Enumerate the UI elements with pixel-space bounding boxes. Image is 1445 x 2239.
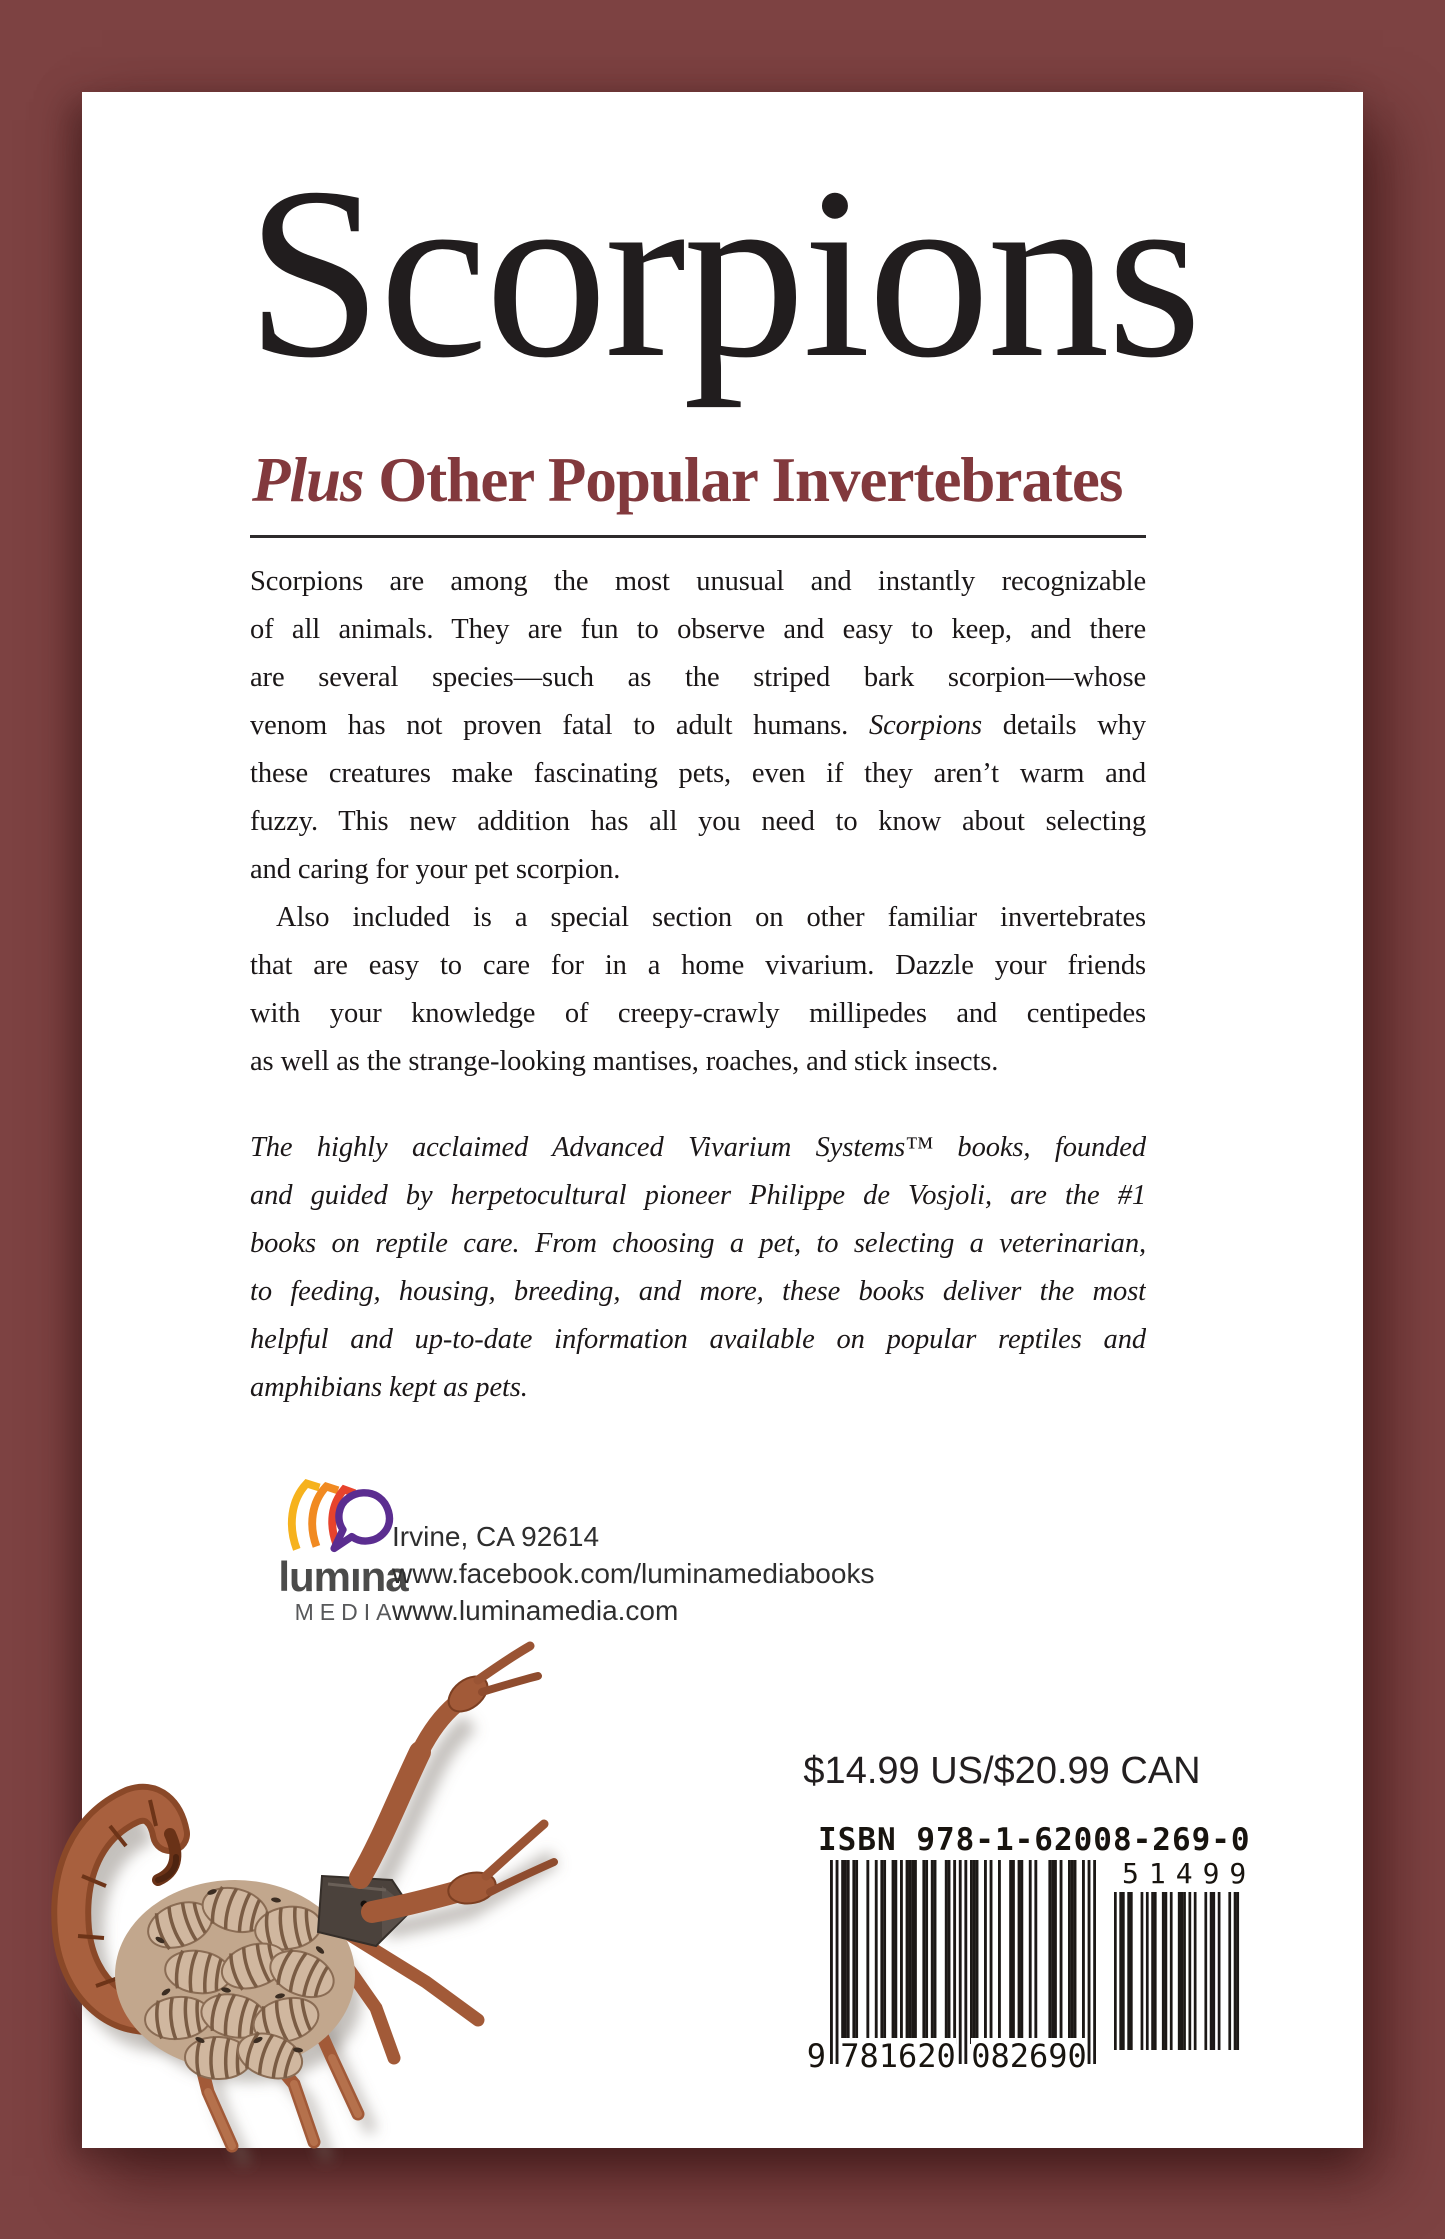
text-line: helpful and up-to-date information available on popular reptiles and	[250, 1324, 1146, 1355]
ean13-bars	[830, 1860, 1096, 2064]
description-text	[250, 558, 1146, 1086]
description-paragraph-1	[250, 558, 1146, 894]
barcode-digits-left: 781620	[840, 2037, 956, 2075]
text-line: as well as the strange-looking mantises, roaches, and stick insects.	[250, 1046, 999, 1077]
text-line: The highly acclaimed Advanced Vivarium Systems™ books, founded	[250, 1132, 1146, 1163]
text-line: are several species—such as the striped bark scorpion—whose	[250, 662, 1146, 693]
text-line: books on reptile care. From choosing a pet, to selecting a veterinarian,	[250, 1228, 1146, 1259]
text-line: to feeding, housing, breeding, and more, these books deliver the most	[250, 1276, 1146, 1307]
description-paragraph-2	[250, 894, 1146, 1086]
publisher-address-block	[392, 1518, 874, 1629]
text-line: of all animals. They are fun to observe and easy to keep, and there	[250, 614, 1146, 645]
book-title: Scorpions	[246, 137, 1199, 408]
website-url: www.luminamedia.com	[392, 1595, 679, 1626]
text-line: with your knowledge of creepy-crawly millipedes and centipedes	[250, 998, 1146, 1029]
text-line: fuzzy. This new addition has all you need to know about selecting	[250, 806, 1146, 837]
barcode-digits-right: 082690	[971, 2037, 1087, 2075]
price: $14.99 US/$20.99 CAN	[803, 1750, 1201, 1792]
barcode-lead-digit: 9	[806, 2037, 826, 2075]
book-subtitle: Plus Other Popular Invertebrates	[252, 445, 1123, 515]
isbn-number: ISBN 978-1-62008-269-0	[818, 1822, 1251, 1858]
addon-code: 51499	[1122, 1857, 1257, 1890]
text-line: venom has not proven fatal to adult humans. Scorpions details why	[250, 710, 1146, 741]
book-back-cover	[82, 92, 1363, 2148]
publisher-blurb	[250, 1124, 1146, 1412]
logo-wordmark: lumına	[278, 1553, 408, 1600]
lumina-logo-icon	[284, 1474, 402, 1554]
price-addon-barcode	[1114, 1857, 1257, 2050]
address-line: Irvine, CA 92614	[392, 1521, 600, 1552]
divider-rule	[250, 535, 1146, 538]
text-line: and caring for your pet scorpion.	[250, 854, 621, 885]
scorpion-photo	[30, 1630, 650, 2170]
text-line: amphibians kept as pets.	[250, 1372, 528, 1403]
facebook-url: www.facebook.com/luminamediabooks	[392, 1558, 875, 1589]
ean5-bars	[1114, 1892, 1240, 2050]
text-line: these creatures make fascinating pets, even if they aren’t warm and	[250, 758, 1146, 789]
logo-media-label: MEDIA	[294, 1599, 398, 1625]
text-line: Also included is a special section on other familiar invertebrates	[276, 902, 1146, 933]
isbn-barcode	[806, 1860, 1096, 2075]
text-line: that are easy to care for in a home vivarium. Dazzle your friends	[250, 950, 1146, 981]
text-line: and guided by herpetocultural pioneer Philippe de Vosjoli, are the #1	[250, 1180, 1146, 1211]
text-line: Scorpions are among the most unusual and instantly recognizable	[250, 566, 1146, 597]
